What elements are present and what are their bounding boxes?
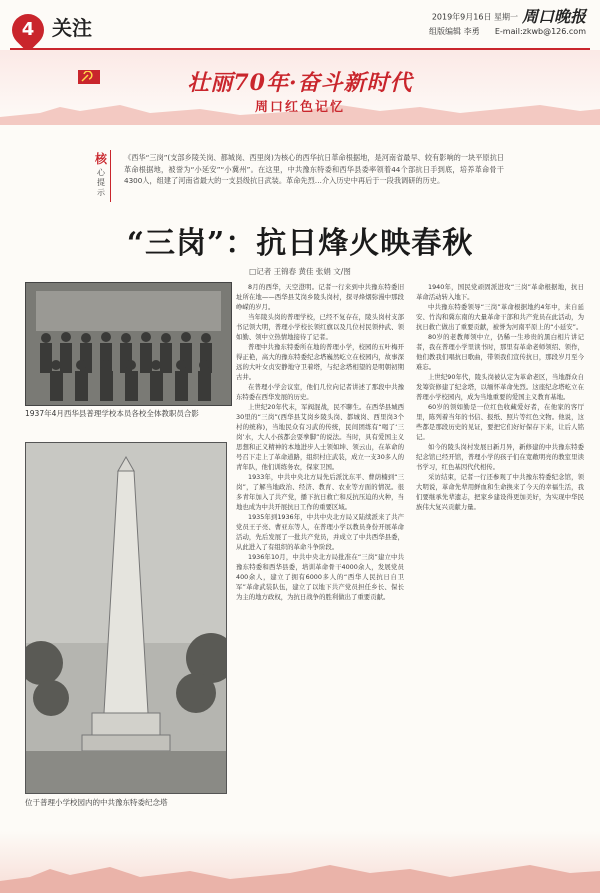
header-date: 2019年9月16日 星期一 [431, 12, 518, 22]
page-number: 4 [21, 19, 35, 40]
lead-tag: 核 [94, 152, 107, 166]
paragraph: 1935年到1936年，中共中央北方局又陆续派来了共产党员王子亮、曹亚东等人，在普理小学以教员身份开展革命活动，先后发展了一批共产党员，并成立了中共西华县委，从此进入了有组织的革命斗争阶段。 [236, 513, 404, 551]
monument-photo [25, 442, 227, 794]
paragraph: 1933年，中共中央北方局先后派沈东平、曹荫楠到“三岗”，了解当地政治、经济、教育、农业等方面的情况。很多青年加入了共产党，播下抗日救亡和反抗压迫的火种，当地也成为中共开展抗日工作的重要区域。 [236, 473, 404, 511]
paragraph: 如今的陵头岗村发展日新月异，新修建的中共豫东特委纪念馆已经开馆，普理小学的孩子们在宽敞明亮的教室里读书学习，红色基因代代相传。 [416, 443, 584, 471]
paragraph: 普理中共豫东特委所在地的普理小学，校园的五叶梅开得正艳，高大的豫东特委纪念塔巍然屹立在校园内，故事深远的大叶女贞安静地守卫着塔，与纪念塔相望的是明朝初期古井。 [236, 343, 404, 381]
paragraph: 上世纪20年代末，军阀混战，民不聊生。在西华县城西30里的“三岗”(西华县艾岗乡陵头岗、都城岗、西里岗3个村的统称)，当地民众有习武的传统，民间团练有“喝了‘三岗’水，大人小孩都会耍拳脚”的说法。当时，具有爱国主义思想和正义精神的本地进步人士领如坤、领云山，在革命的号召下走上了革命道路，组织村庄武装，成立一支30多人的青年队，他们训练务农，保家卫国。 [236, 403, 404, 471]
headline: “三岗”：抗日烽火映春秋 [126, 226, 474, 261]
lead-divider [110, 150, 111, 202]
section-title: 关注 [52, 16, 92, 40]
paragraph: 采访结束，记者一行还参观了中共豫东特委纪念馆，领大明说，革命先辈用鲜血和生命换来了今天的幸福生活，我们要继承先辈遗志，把家乡建设得更加美好，为实现中华民族伟大复兴贡献力量。 [416, 473, 584, 511]
paragraph: 80岁的老教师领中立，仍稀一生珍贵的黑白相片讲记者，我在普理小学里读书时，那里有革命老师领绍、领作，他们教我们唱抗日歌曲，带领我们宣传抗日，那段岁月至今难忘。 [416, 333, 584, 371]
header-info [429, 7, 586, 39]
photo-caption-2: 位于普理小学校园内的中共豫东特委纪念塔 [25, 798, 168, 807]
paragraph: 1940年，国民党顽固派进攻“三岗”革命根据地，抗日革命活动转入地下。 [416, 283, 584, 301]
paragraph: 上世纪90年代，陵头岗被认定为革命老区，当地群众自发筹资修建了纪念塔，以缅怀革命先烈。这座纪念塔屹立在普理小学校园内，成为当地重要的爱国主义教育基地。 [416, 373, 584, 401]
banner-title: 壮丽70年·奋斗新时代 [187, 70, 413, 96]
article-column-1 [236, 282, 404, 602]
paragraph: 60岁的领如勤是一位红色收藏爱好者，在他家的客厅里，陈列着当年的书信、报纸、照片等红色文物。他说，这些都是那段历史的见证，要把它们好好保存下来，让后人铭记。 [416, 403, 584, 441]
header-editor: 组版编辑 李勇 [429, 26, 480, 36]
paragraph: 当年陵头岗的普理学校，已经不复存在，陵头岗村支部书记领大明，普理小学校长领红旗以及几位村民领仲武、领如勤、领中立热情地接待了记者。 [236, 313, 404, 341]
paper-name: 周口晚报 [521, 7, 586, 26]
group-photo [25, 282, 232, 406]
paragraph: 8月的西华，天空澄明。记者一行来到中共豫东特委旧址所在地——西华县艾岗乡陵头岗村，探寻烽烟弥漫中那段峥嵘的岁月。 [236, 283, 404, 311]
header-email: E-mail:zkwb@126.com [494, 26, 586, 36]
banner-subtitle: 周口红色记忆 [254, 100, 345, 115]
footer-decoration [0, 831, 600, 893]
article-column-2 [416, 282, 584, 512]
page-number-badge [5, 7, 50, 52]
paragraph: 在普理小学会议室，他们几位向记者讲述了那段中共豫东特委在西华发展的历史。 [236, 383, 404, 401]
byline: □记者 王锦春 黄佳 张娟 文/图 [249, 267, 351, 276]
lead-tag-sub: 心提示 [97, 168, 105, 197]
paragraph: 中共豫东特委领导“三岗”革命根据地约4年中，来自延安、竹沟和冀东南的大量革命干部和共产党员在此活动，为抗日救亡做出了重要贡献，被誉为河南平原上的“小延安”。 [416, 303, 584, 331]
great-wall-footer [0, 859, 600, 893]
lead-text: 《西华“三岗”(支部乡陵关岗、都城岗、西里岗)为核心的西华抗日革命根据地，是河南省最早、较有影响的一块平原抗日革命根据地，被誉为“小延安”“小冀州”。在这里，中共豫东特委和西华县委率领着44个部抗日手到底，培养革命骨干4300人，组建了河南省最大的一支县级抗日武装。革命先烈…介入历史中再后于一段我调研的历史。 [124, 153, 504, 185]
photo-caption-1: 1937年4月西华县普理学校本员各校全体教职员合影 [25, 409, 199, 418]
paragraph: 1936年10月，中共中央北方局批准在“三岗”建立中共豫东特委和西华县委，培训革命骨干4000余人，发展党员400余人，建立了拥有6000多人的“西华人民抗日自卫军”革命武装队伍，建立了以地下共产党员担任乡长、保长为主的地方政权，为抗日战争的胜利做出了重要贡献。 [236, 553, 404, 601]
